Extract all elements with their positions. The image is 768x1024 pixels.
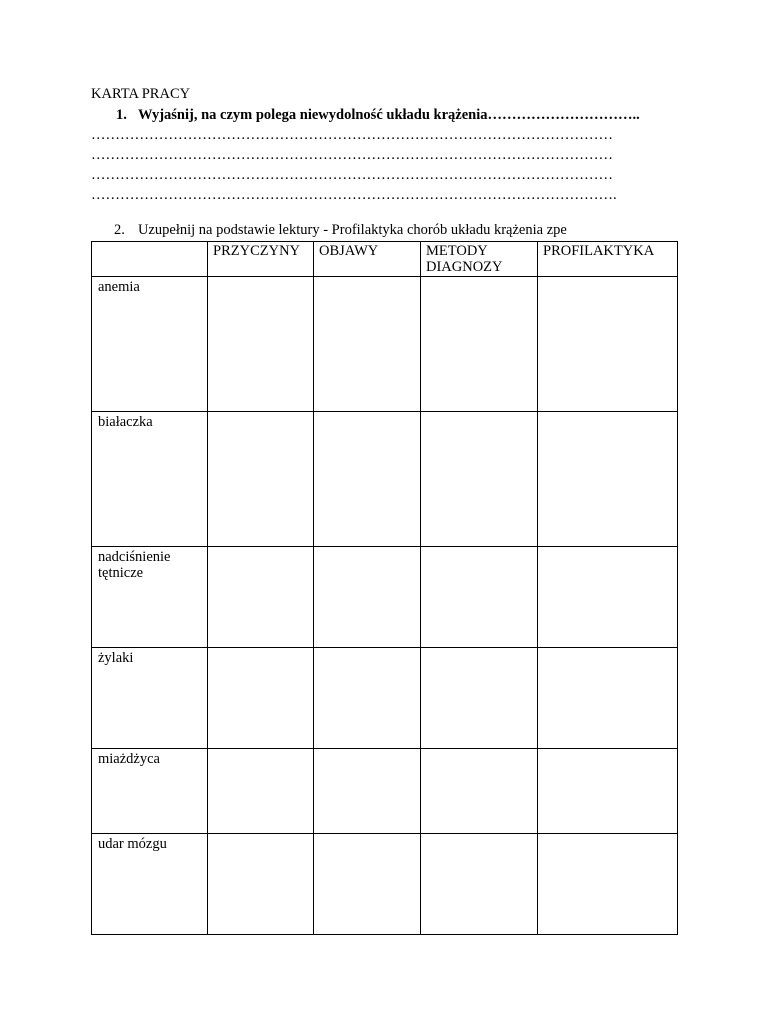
cell-miazdzyca-profilaktyka[interactable] xyxy=(538,749,678,834)
cell-anemia-objawy[interactable] xyxy=(314,277,421,412)
header-objawy: OBJAWY xyxy=(314,242,421,277)
table-row xyxy=(92,277,678,412)
cell-zylaki-metody[interactable] xyxy=(421,648,538,749)
table-row xyxy=(92,749,678,834)
header-empty xyxy=(92,242,208,277)
row-label-nadcisnienie: nadciśnienie tętnicze xyxy=(92,547,208,648)
cell-nadcisnienie-profilaktyka[interactable] xyxy=(538,547,678,648)
cell-anemia-metody[interactable] xyxy=(421,277,538,412)
row-label-bialaczka: białaczka xyxy=(92,412,208,547)
cell-zylaki-objawy[interactable] xyxy=(314,648,421,749)
cell-udar-przyczyny[interactable] xyxy=(208,834,314,935)
cell-miazdzyca-metody[interactable] xyxy=(421,749,538,834)
cell-miazdzyca-przyczyny[interactable] xyxy=(208,749,314,834)
question-1-text: Wyjaśnij, na czym polega niewydolność układu krążenia………………………….. xyxy=(138,107,640,123)
row-label-anemia: anemia xyxy=(92,277,208,412)
page-title: KARTA PRACY xyxy=(91,86,191,102)
question-2-text: Uzupełnij na podstawie lektury - Profilaktyka chorób układu krążenia zpe xyxy=(138,222,567,238)
cell-anemia-przyczyny[interactable] xyxy=(208,277,314,412)
header-profilaktyka: PROFILAKTYKA xyxy=(538,242,678,277)
cell-udar-objawy[interactable] xyxy=(314,834,421,935)
table-row xyxy=(92,834,678,935)
row-label-udar-mozgu: udar mózgu xyxy=(92,834,208,935)
answer-line-2[interactable]: ……………………………………………………………………………………………… xyxy=(91,147,613,163)
cell-zylaki-profilaktyka[interactable] xyxy=(538,648,678,749)
header-przyczyny: PRZYCZYNY xyxy=(208,242,314,277)
cell-anemia-profilaktyka[interactable] xyxy=(538,277,678,412)
cell-miazdzyca-objawy[interactable] xyxy=(314,749,421,834)
cell-udar-metody[interactable] xyxy=(421,834,538,935)
cell-bialaczka-przyczyny[interactable] xyxy=(208,412,314,547)
cell-nadcisnienie-objawy[interactable] xyxy=(314,547,421,648)
question-2-number: 2. xyxy=(114,222,125,238)
cell-bialaczka-profilaktyka[interactable] xyxy=(538,412,678,547)
answer-line-4[interactable]: ………………………………………………………………………………………………. xyxy=(91,187,617,203)
table-row xyxy=(92,412,678,547)
cell-bialaczka-objawy[interactable] xyxy=(314,412,421,547)
row-label-zylaki: żylaki xyxy=(92,648,208,749)
question-2 xyxy=(114,220,567,240)
disease-table xyxy=(91,241,678,935)
question-1-number: 1. xyxy=(116,107,127,123)
cell-zylaki-przyczyny[interactable] xyxy=(208,648,314,749)
answer-line-3[interactable]: ……………………………………………………………………………………………… xyxy=(91,167,613,183)
row-label-miazdzyca: miażdżyca xyxy=(92,749,208,834)
question-1 xyxy=(116,105,640,125)
header-metody-diagnozy: METODY DIAGNOZY xyxy=(421,242,538,277)
table-row xyxy=(92,547,678,648)
cell-nadcisnienie-metody[interactable] xyxy=(421,547,538,648)
table-row xyxy=(92,648,678,749)
answer-line-1[interactable]: ……………………………………………………………………………………………… xyxy=(91,127,613,143)
cell-udar-profilaktyka[interactable] xyxy=(538,834,678,935)
table-header-row xyxy=(92,242,678,277)
cell-nadcisnienie-przyczyny[interactable] xyxy=(208,547,314,648)
cell-bialaczka-metody[interactable] xyxy=(421,412,538,547)
